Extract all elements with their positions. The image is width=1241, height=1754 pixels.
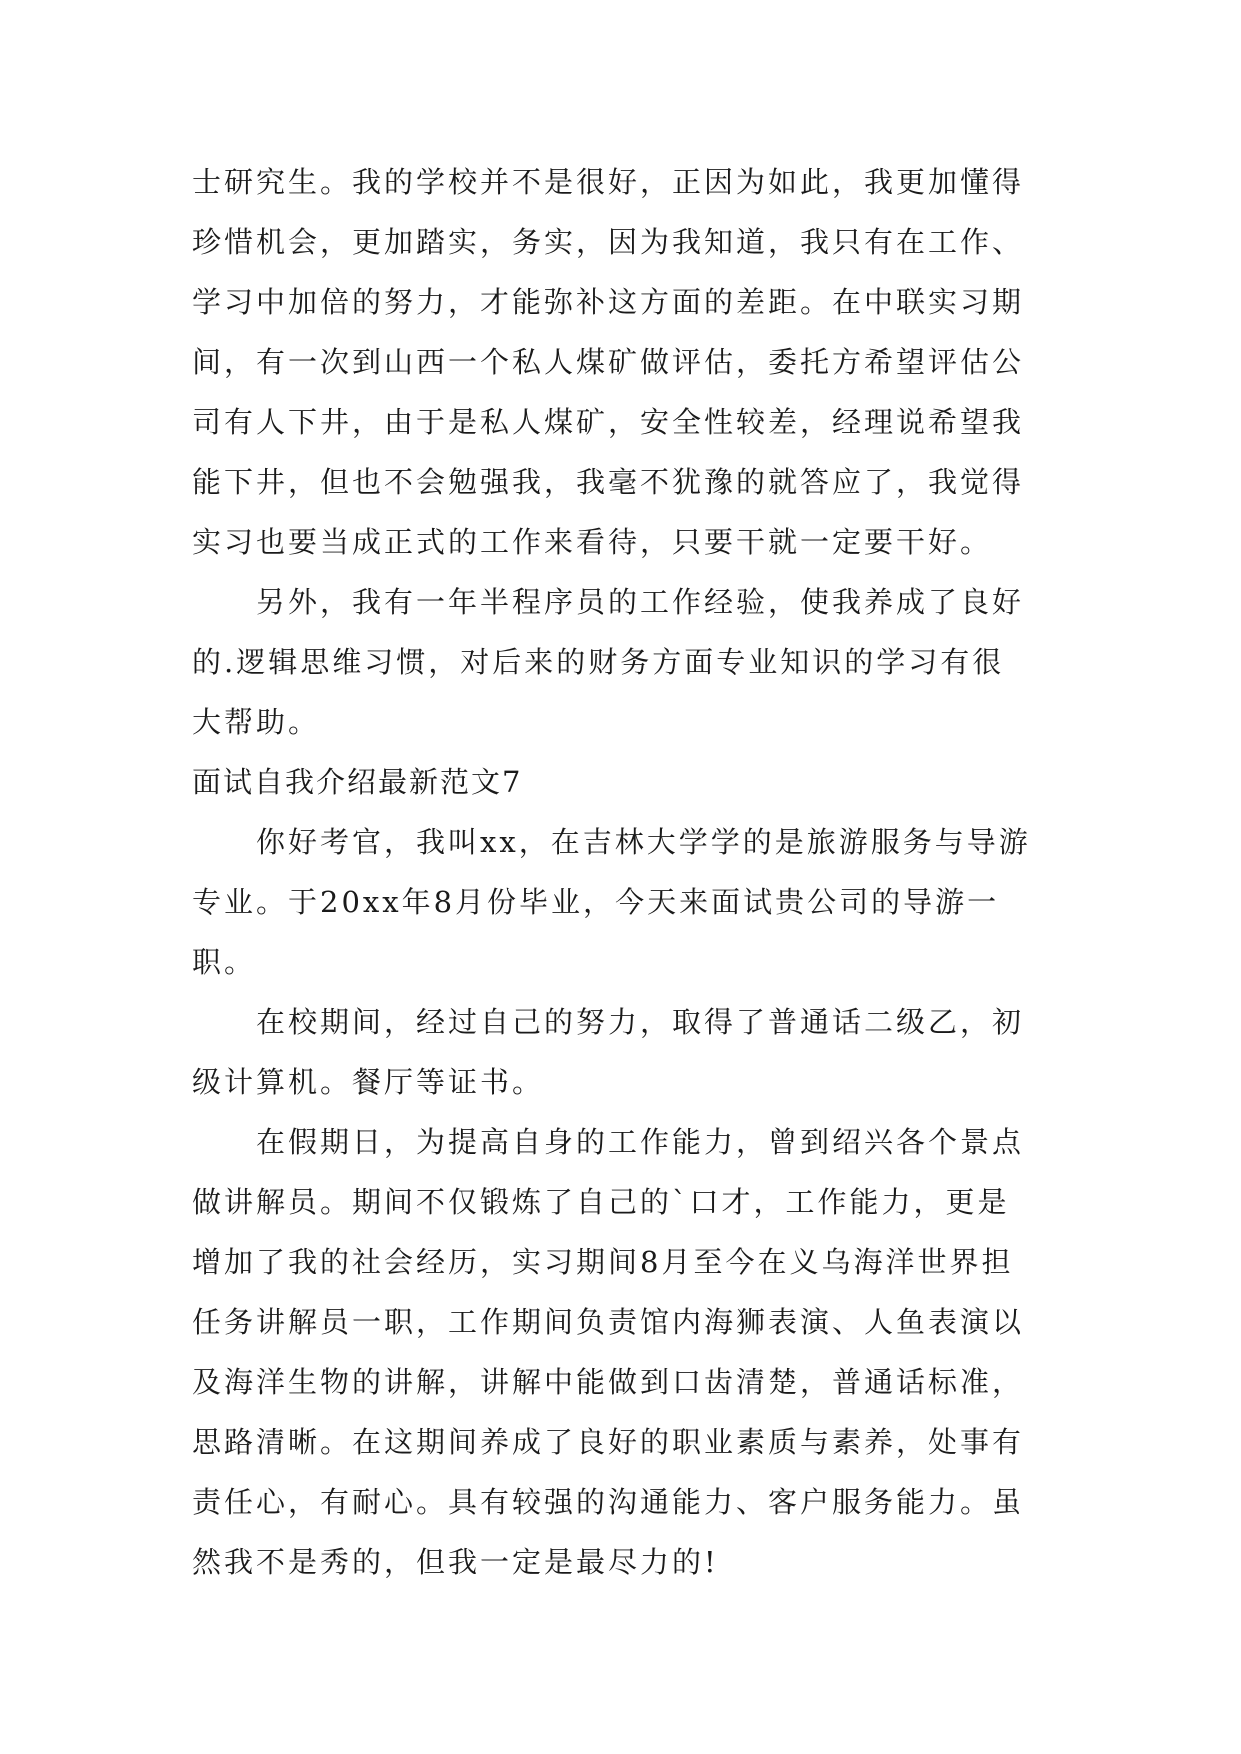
text-line: 能下井，但也不会勉强我，我毫不犹豫的就答应了，我觉得 (192, 465, 1025, 499)
text-line: 在校期间，经过自己的努力，取得了普通话二级乙，初 (256, 1005, 1025, 1039)
text-line: 级计算机。餐厅等证书。 (192, 1065, 545, 1099)
text-line: 在假期日，为提高自身的工作能力，曾到绍兴各个景点 (256, 1125, 1025, 1159)
text-line: 职。 (192, 945, 257, 979)
text-line: 大帮助。 (192, 705, 321, 739)
text-line: 司有人下井，由于是私人煤矿，安全性较差，经理说希望我 (192, 405, 1025, 439)
paragraph (192, 152, 1062, 572)
text-line: 珍惜机会，更加踏实，务实，因为我知道，我只有在工作、 (192, 225, 1025, 259)
text-line: 增加了我的社会经历，实习期间8月至今在义乌海洋世界担 (192, 1245, 1014, 1279)
text-line: 你好考官，我叫xx，在吉林大学学的是旅游服务与导游 (256, 825, 1031, 859)
text-line: 及海洋生物的讲解，讲解中能做到口齿清楚，普通话标准， (192, 1365, 1025, 1399)
text-line: 学习中加倍的努力，才能弥补这方面的差距。在中联实习期 (192, 285, 1025, 319)
text-line: 然我不是秀的，但我一定是最尽力的! (192, 1545, 719, 1579)
text-line: 实习也要当成正式的工作来看待，只要干就一定要干好。 (192, 525, 993, 559)
paragraph (192, 992, 1062, 1112)
text-line: 的.逻辑思维习惯，对后来的财务方面专业知识的学习有很 (192, 645, 1005, 679)
paragraph (192, 1112, 1062, 1592)
text-line: 思路清晰。在这期间养成了良好的职业素质与素养，处事有 (192, 1425, 1025, 1459)
paragraph (192, 572, 1062, 752)
text-line: 做讲解员。期间不仅锻炼了自己的`口才，工作能力，更是 (192, 1185, 1010, 1219)
text-line: 另外，我有一年半程序员的工作经验，使我养成了良好 (256, 585, 1025, 619)
text-line: 专业。于20xx年8月份毕业，今天来面试贵公司的导游一 (192, 885, 1000, 919)
paragraph (192, 812, 1062, 992)
text-line: 任务讲解员一职，工作期间负责馆内海狮表演、人鱼表演以 (192, 1305, 1025, 1339)
text-line: 间，有一次到山西一个私人煤矿做评估，委托方希望评估公 (192, 345, 1025, 379)
text-line: 士研究生。我的学校并不是很好，正因为如此，我更加懂得 (192, 165, 1025, 199)
text-line: 责任心，有耐心。具有较强的沟通能力、客户服务能力。虽 (192, 1485, 1025, 1519)
section-heading: 面试自我介绍最新范文7 (192, 765, 523, 799)
document-body (192, 152, 1062, 1592)
